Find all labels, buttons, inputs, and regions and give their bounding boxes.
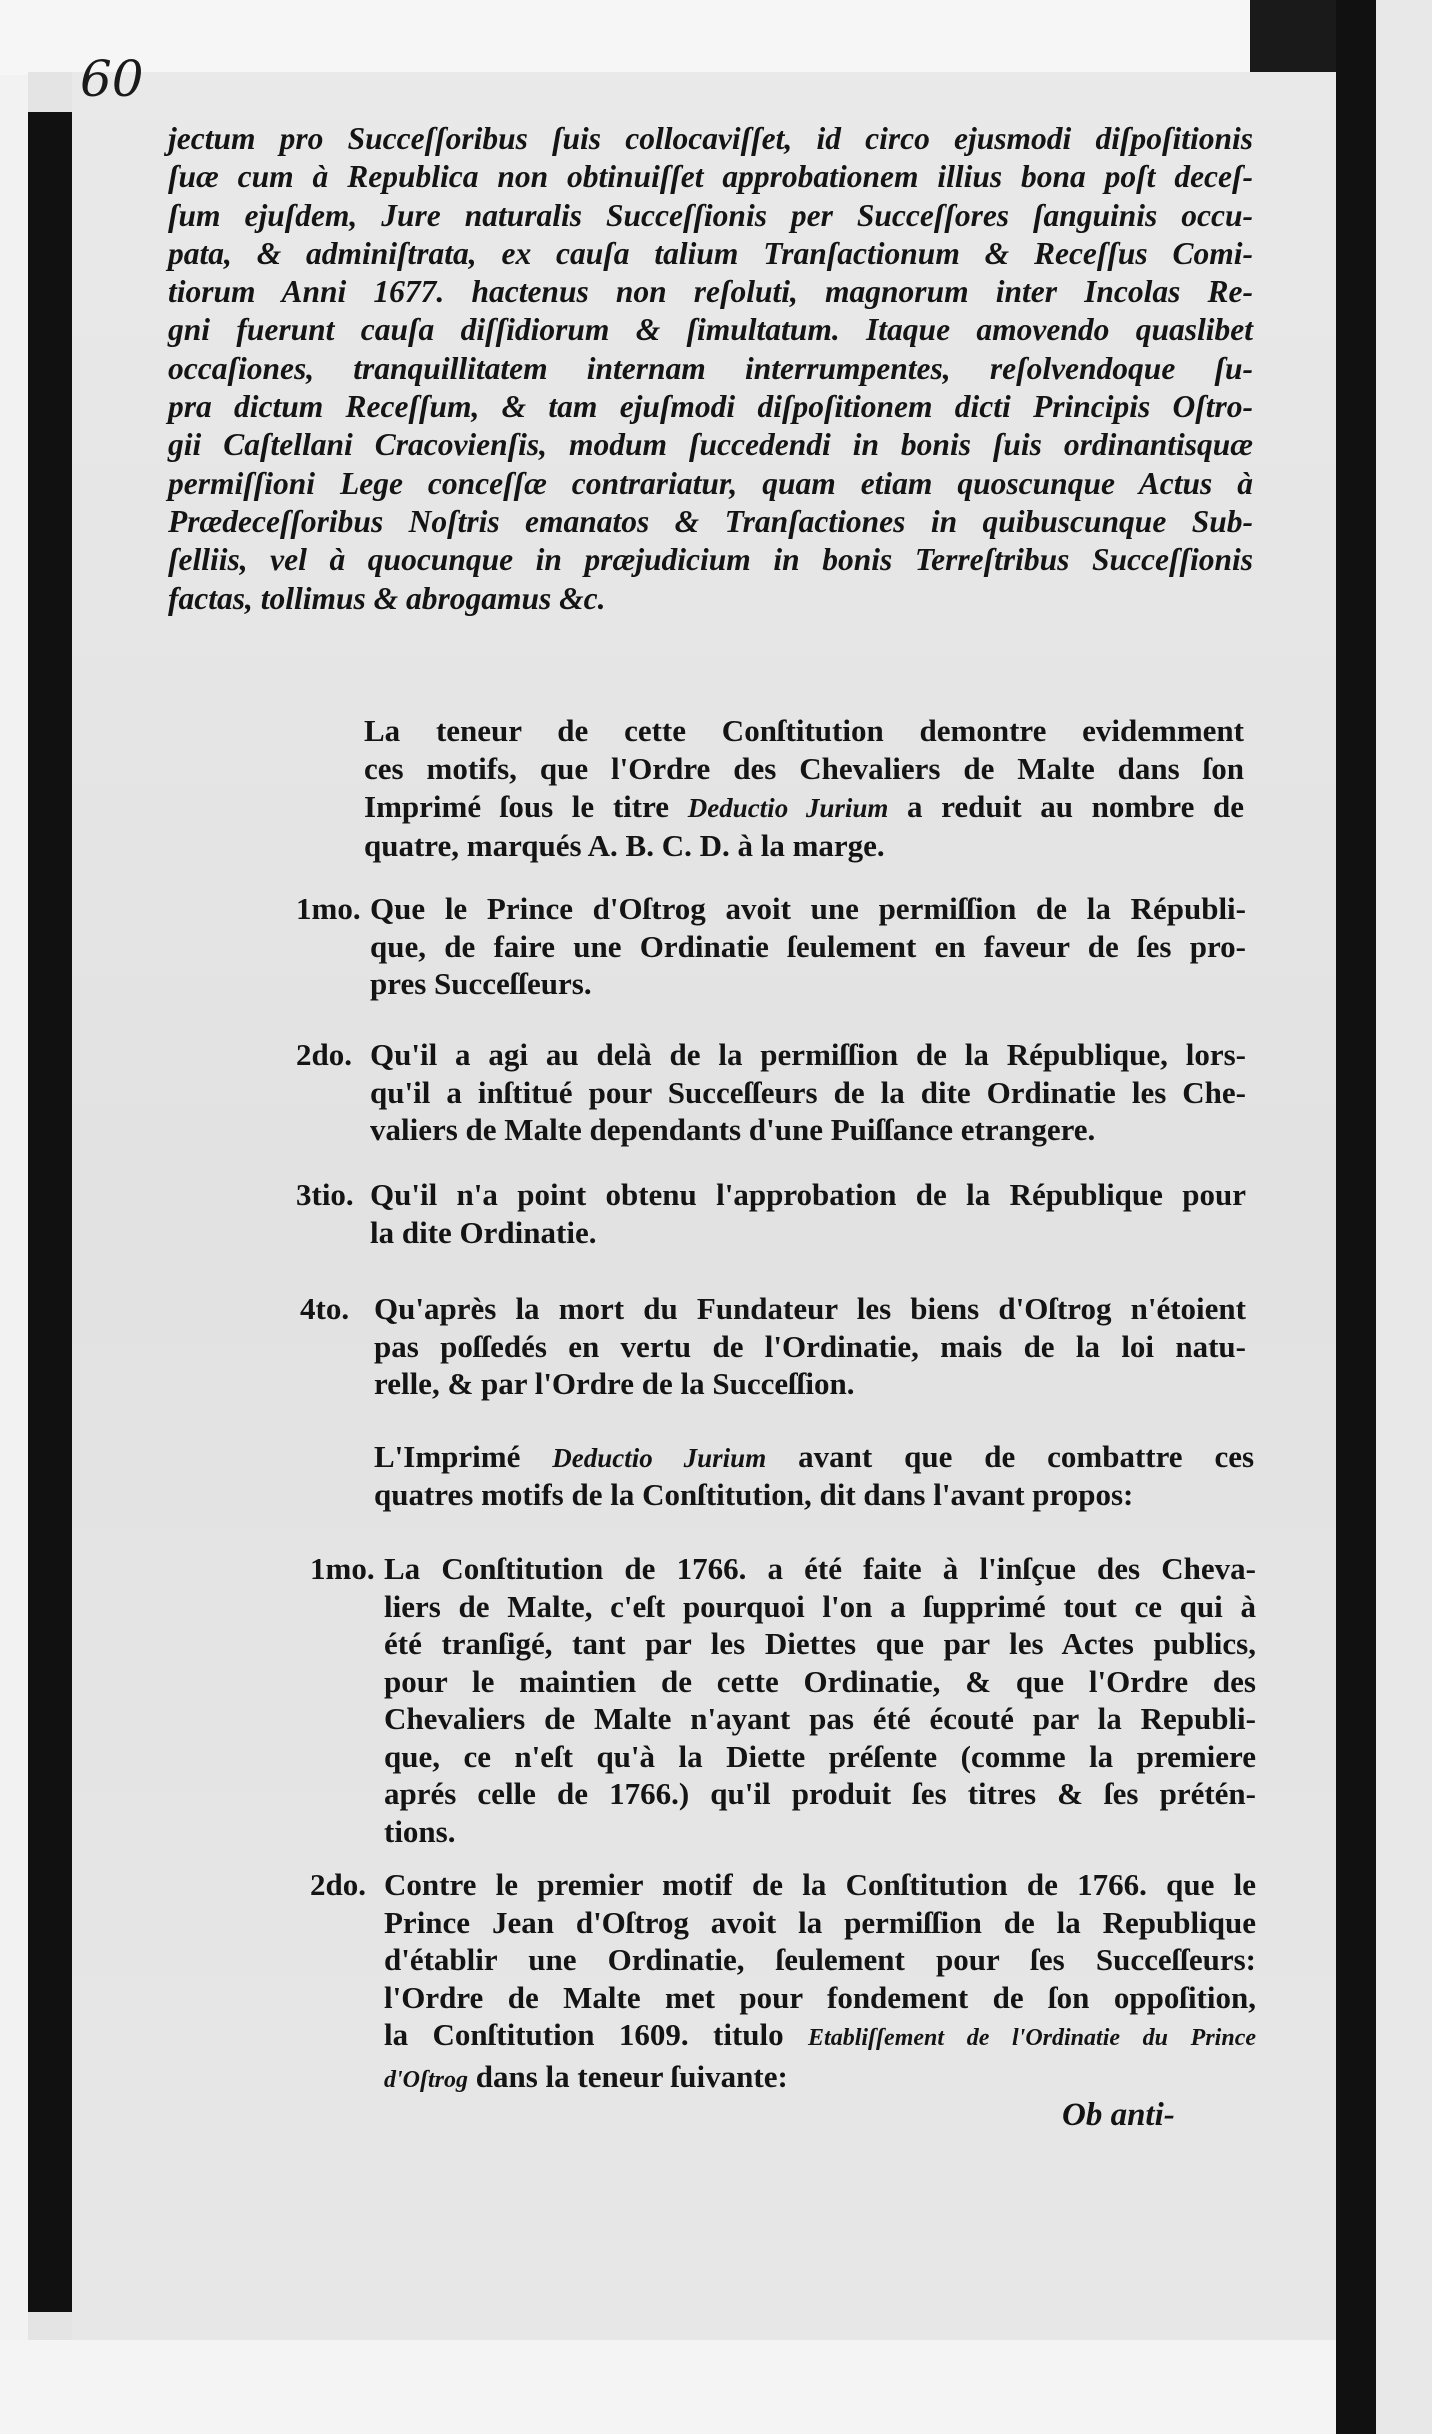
motif-line: 2do. Qu'il a agi au delà de la permiſſion de la République, lors-: [296, 1037, 1246, 1072]
latin-line: permiſſioni Lege conceſſæ contrariatur, quam etiam quoscunque Actus à: [168, 465, 1253, 501]
latin-line: gii Caſtellani Cracovienſis, modum ſuccedendi in bonis ſuis ordinantisquæ: [168, 427, 1253, 463]
catchword: Ob anti-: [1062, 2097, 1175, 2133]
objection-line: 2do. Contre le premier motif de la Conſtitution de 1766. que le: [310, 1867, 1256, 1902]
page-left-shadow: [28, 112, 72, 2312]
page-number: 60: [80, 50, 144, 108]
objection-line: la Conſtitution 1609. titulo Etabliſſement de l'Ordinatie du Prince: [384, 2017, 1256, 2052]
latin-line: pata, & adminiſtrata, ex cauſa talium Tranſactionum & Receſſus Comi-: [168, 235, 1253, 271]
motif-2: [296, 1036, 1246, 1149]
objection-line: tions.: [384, 1813, 456, 1849]
objection-line: d'établir une Ordinatie, ſeulement pour ſes Succeſſeurs:: [384, 1942, 1256, 1977]
objection-line: 1mo. La Conſtitution de 1766. a été faite à l'inſçue des Cheva-: [310, 1551, 1256, 1586]
objection-line: été tranſigé, tant par les Diettes que par les Actes publics,: [384, 1626, 1256, 1661]
binding-strip-top: [1250, 0, 1336, 72]
adjacent-page-edge: [1376, 0, 1432, 2434]
second-intro-body: [374, 1476, 1254, 1514]
objection-line: Chevaliers de Malte n'ayant pas été écouté par la Republi-: [384, 1701, 1256, 1736]
motif-line: 1mo. Que le Prince d'Oſtrog avoit une permiſſion de la Républi-: [296, 891, 1246, 926]
motif-line: valiers de Malte dependants d'une Puiſſance etrangere.: [370, 1112, 1096, 1147]
italic-title: Deductio Jurium: [687, 792, 889, 823]
objection-1: [310, 1550, 1256, 1850]
latin-line: pra dictum Receſſum, & tam ejuſmodi diſpoſitionem dicti Principis Oſtro-: [168, 389, 1253, 425]
italic-title: d'Oſtrog: [384, 2066, 468, 2093]
latin-quotation: [168, 120, 1253, 618]
motif-1: [296, 890, 1246, 1003]
motif-line: la dite Ordinatie.: [370, 1214, 597, 1250]
motif-line: pres Succeſſeurs.: [370, 966, 592, 1001]
motif-number: 4to.: [300, 1291, 350, 1326]
motif-4: [300, 1290, 1246, 1403]
objection-line: pour le maintien de cette Ordinatie, & que l'Ordre des: [384, 1663, 1256, 1699]
objection-line: liers de Malte, c'eſt pourquoi l'on a ſupprimé tout ce qui à: [384, 1588, 1256, 1624]
second-intro: [374, 1438, 1254, 1478]
motif-number: 1mo.: [296, 891, 361, 926]
latin-line: gni fuerunt cauſa diſſidiorum & ſimultatum. Itaque amovendo quaslibet: [168, 312, 1253, 348]
objection-number: 1mo.: [310, 1551, 375, 1586]
intro-line: ces motifs, que l'Ordre des Chevaliers de Malte dans ſon: [364, 751, 1244, 786]
second-intro-line: L'Imprimé Deductio Jurium avant que de combattre ces: [374, 1439, 1255, 1474]
bottom-margin: [0, 2340, 1336, 2434]
binding-edge-dark: [1336, 0, 1376, 2434]
motif-number: 2do.: [296, 1037, 352, 1072]
intro-line-mixed: Imprimé ſous le titre Deductio Jurium a reduit au nombre de: [364, 788, 1245, 824]
latin-line: jectum pro Succeſſoribus ſuis collocaviſſet, id circo ejusmodi diſpoſitionis: [168, 121, 1253, 156]
objection-line: que, ce n'eſt qu'à la Diette préſente (comme la premiere: [384, 1738, 1256, 1774]
latin-line: occaſiones, tranquillitatem internam interrumpentes, reſolvendoque ſu-: [168, 350, 1253, 386]
second-intro-line: quatres motifs de la Conſtitution, dit dans l'avant propos:: [374, 1477, 1134, 1512]
motif-line: qu'il a inſtitué pour Succeſſeurs de la dite Ordinatie les Che-: [370, 1074, 1246, 1110]
intro-line: quatre, marqués A. B. C. D. à la marge.: [364, 828, 885, 863]
top-margin: [0, 0, 1250, 75]
italic-title: Deductio Jurium: [552, 1443, 767, 1473]
latin-line: ſelliis, vel à quocunque in præjudicium in bonis Terreſtribus Succeſſionis: [168, 542, 1253, 578]
objection-2: [310, 1866, 1256, 2099]
latin-line: ſum ejuſdem, Jure naturalis Succeſſionis per Succeſſores ſanguinis occu-: [168, 197, 1253, 233]
latin-line: ſuæ cum à Republica non obtinuiſſet approbationem illius bona poſt deceſ-: [168, 159, 1253, 195]
motif-3: [296, 1176, 1246, 1251]
objection-line: Prince Jean d'Oſtrog avoit la permiſſion de la Republique: [384, 1904, 1256, 1940]
motif-line: pas poſſedés en vertu de l'Ordinatie, mais de la loi natu-: [374, 1328, 1246, 1364]
motif-line: 4to. Qu'après la mort du Fundateur les biens d'Oſtrog n'étoient: [300, 1291, 1246, 1326]
objection-line: aprés celle de 1766.) qu'il produit ſes titres & ſes prétén-: [384, 1776, 1256, 1811]
motif-line: relle, & par l'Ordre de la Succeſſion.: [374, 1366, 855, 1401]
intro-line: La teneur de cette Conſtitution demontre evidemment: [364, 713, 1244, 748]
intro-paragraph-body: [364, 750, 1244, 865]
latin-line: Prædeceſſoribus Noſtris emanatos & Tranſactiones in quibuscunque Sub-: [168, 503, 1253, 539]
motif-number: 3tio.: [296, 1177, 354, 1212]
objection-line: l'Ordre de Malte met pour fondement de ſon oppoſition,: [384, 1979, 1256, 2015]
objection-line: d'Oſtrog dans la teneur ſuivante:: [384, 2058, 788, 2094]
latin-line: factas, tollimus & abrogamus &c.: [168, 580, 606, 616]
intro-paragraph: [364, 712, 1244, 750]
motif-line: 3tio. Qu'il n'a point obtenu l'approbation de la République pour: [296, 1177, 1246, 1212]
motif-line: que, de faire une Ordinatie ſeulement en faveur de ſes pro-: [370, 928, 1246, 964]
latin-line: tiorum Anni 1677. hactenus non reſoluti, magnorum inter Incolas Re-: [168, 274, 1253, 310]
italic-title: Etabliſſement de l'Ordinatie du Prince: [808, 2025, 1256, 2051]
objection-number: 2do.: [310, 1867, 366, 1902]
